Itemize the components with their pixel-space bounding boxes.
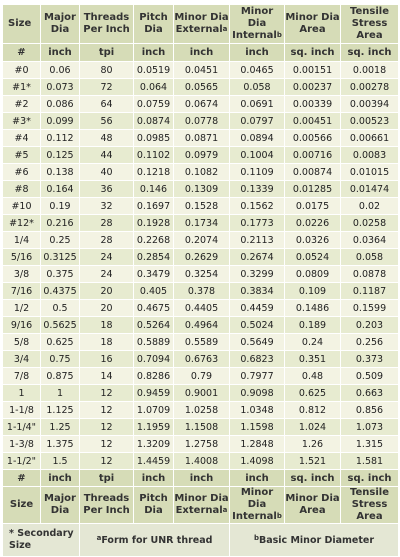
header-row xyxy=(3,5,399,44)
table-row xyxy=(3,79,399,96)
cell-minor-dia-area: 0.189 xyxy=(285,317,341,334)
cell-major-dia: 0.875 xyxy=(41,368,80,385)
header-minor-dia-external: Minor Dia External$^a$ xyxy=(174,487,230,524)
cell-minor-dia-internal: 0.1773 xyxy=(230,215,285,232)
cell-minor-dia-external: 0.1528 xyxy=(174,198,230,215)
table-row xyxy=(3,368,399,385)
table-row xyxy=(3,232,399,249)
table-row xyxy=(3,62,399,79)
cell-minor-dia-area: 0.01285 xyxy=(285,181,341,198)
cell-minor-dia-area: 0.00874 xyxy=(285,164,341,181)
cell-major-dia: 0.086 xyxy=(41,96,80,113)
cell-size: #6 xyxy=(3,164,41,181)
cell-size: 5/8 xyxy=(3,334,41,351)
cell-minor-dia-internal: 1.2848 xyxy=(230,436,285,453)
table-row xyxy=(3,419,399,436)
cell-size: 1/4 xyxy=(3,232,41,249)
cell-minor-dia-external: 0.0674 xyxy=(174,96,230,113)
header-minor-dia-area: Minor Dia Area xyxy=(285,487,341,524)
cell-tensile-stress-area: 0.1599 xyxy=(341,300,399,317)
header-major-dia: Major Dia xyxy=(41,5,80,44)
cell-minor-dia-area: 0.0326 xyxy=(285,232,341,249)
cell-threads-per-inch: 44 xyxy=(80,147,134,164)
cell-minor-dia-external: 0.2629 xyxy=(174,249,230,266)
cell-tensile-stress-area: 1.073 xyxy=(341,419,399,436)
table-row xyxy=(3,334,399,351)
table-body xyxy=(3,62,399,470)
header-minor-dia-internal: Minor Dia Internal$^b$ xyxy=(230,5,285,44)
table-row xyxy=(3,436,399,453)
cell-minor-dia-internal: 0.2113 xyxy=(230,232,285,249)
table-row xyxy=(3,402,399,419)
cell-minor-dia-external: 0.0565 xyxy=(174,79,230,96)
header-tensile-stress-area: Tensile Stress Area xyxy=(341,5,399,44)
cell-threads-per-inch: 16 xyxy=(80,351,134,368)
cell-pitch-dia: 0.146 xyxy=(134,181,174,198)
cell-minor-dia-area: 0.00566 xyxy=(285,130,341,147)
cell-pitch-dia: 0.2268 xyxy=(134,232,174,249)
cell-minor-dia-area: 0.351 xyxy=(285,351,341,368)
cell-pitch-dia: 0.1928 xyxy=(134,215,174,232)
units-row-top xyxy=(3,44,399,62)
cell-minor-dia-internal: 0.1004 xyxy=(230,147,285,164)
units-row-bottom xyxy=(3,470,399,487)
cell-minor-dia-area: 1.26 xyxy=(285,436,341,453)
cell-minor-dia-external: 1.1508 xyxy=(174,419,230,436)
cell-minor-dia-external: 0.2074 xyxy=(174,232,230,249)
cell-pitch-dia: 0.7094 xyxy=(134,351,174,368)
unit-cell: inch xyxy=(134,44,174,62)
cell-minor-dia-external: 0.3254 xyxy=(174,266,230,283)
cell-tensile-stress-area: 0.00661 xyxy=(341,130,399,147)
cell-minor-dia-external: 0.6763 xyxy=(174,351,230,368)
header-tensile-stress-area: Tensile Stress Area xyxy=(341,487,399,524)
cell-threads-per-inch: 28 xyxy=(80,215,134,232)
cell-tensile-stress-area: 0.0018 xyxy=(341,62,399,79)
unit-cell: # xyxy=(3,470,41,487)
table-row xyxy=(3,385,399,402)
cell-minor-dia-internal: 0.1339 xyxy=(230,181,285,198)
cell-minor-dia-external: 0.1309 xyxy=(174,181,230,198)
table-row xyxy=(3,453,399,470)
cell-pitch-dia: 1.0709 xyxy=(134,402,174,419)
cell-pitch-dia: 1.4459 xyxy=(134,453,174,470)
cell-minor-dia-internal: 0.058 xyxy=(230,79,285,96)
header-minor-dia-external: Minor Dia External$^a$ xyxy=(174,5,230,44)
unit-cell: sq. inch xyxy=(341,44,399,62)
cell-tensile-stress-area: 1.315 xyxy=(341,436,399,453)
cell-major-dia: 1 xyxy=(41,385,80,402)
footnote-a: $^a$Form for UNR thread xyxy=(80,524,230,557)
cell-tensile-stress-area: 0.058 xyxy=(341,249,399,266)
cell-tensile-stress-area: 0.0364 xyxy=(341,232,399,249)
cell-pitch-dia: 0.405 xyxy=(134,283,174,300)
cell-threads-per-inch: 12 xyxy=(80,385,134,402)
cell-size: #10 xyxy=(3,198,41,215)
table-row xyxy=(3,266,399,283)
cell-major-dia: 0.5625 xyxy=(41,317,80,334)
header-threads-per-inch: Threads Per Inch xyxy=(80,5,134,44)
header-threads-per-inch: Threads Per Inch xyxy=(80,487,134,524)
table-row xyxy=(3,283,399,300)
cell-minor-dia-external: 0.0979 xyxy=(174,147,230,164)
cell-size: 1-1/4" xyxy=(3,419,41,436)
cell-size: #1* xyxy=(3,79,41,96)
table-row xyxy=(3,317,399,334)
cell-major-dia: 0.112 xyxy=(41,130,80,147)
unit-cell: sq. inch xyxy=(341,470,399,487)
thread-chart xyxy=(2,4,398,557)
cell-size: #0 xyxy=(3,62,41,79)
table-row xyxy=(3,198,399,215)
cell-threads-per-inch: 64 xyxy=(80,96,134,113)
cell-minor-dia-internal: 0.1109 xyxy=(230,164,285,181)
cell-pitch-dia: 0.0759 xyxy=(134,96,174,113)
cell-major-dia: 0.625 xyxy=(41,334,80,351)
cell-size: 3/4 xyxy=(3,351,41,368)
cell-threads-per-inch: 40 xyxy=(80,164,134,181)
cell-minor-dia-area: 0.00237 xyxy=(285,79,341,96)
cell-tensile-stress-area: 0.509 xyxy=(341,368,399,385)
cell-tensile-stress-area: 1.581 xyxy=(341,453,399,470)
cell-threads-per-inch: 32 xyxy=(80,198,134,215)
cell-size: 1-3/8 xyxy=(3,436,41,453)
cell-threads-per-inch: 12 xyxy=(80,402,134,419)
cell-minor-dia-area: 0.48 xyxy=(285,368,341,385)
cell-tensile-stress-area: 0.373 xyxy=(341,351,399,368)
cell-minor-dia-internal: 0.1562 xyxy=(230,198,285,215)
cell-minor-dia-external: 0.4964 xyxy=(174,317,230,334)
cell-pitch-dia: 0.2854 xyxy=(134,249,174,266)
cell-major-dia: 0.138 xyxy=(41,164,80,181)
cell-major-dia: 1.125 xyxy=(41,402,80,419)
cell-tensile-stress-area: 0.856 xyxy=(341,402,399,419)
cell-minor-dia-area: 0.00451 xyxy=(285,113,341,130)
header-minor-dia-internal: Minor Dia Internal$^b$ xyxy=(230,487,285,524)
cell-threads-per-inch: 80 xyxy=(80,62,134,79)
cell-threads-per-inch: 18 xyxy=(80,317,134,334)
cell-minor-dia-external: 0.79 xyxy=(174,368,230,385)
cell-size: 3/8 xyxy=(3,266,41,283)
cell-minor-dia-internal: 0.0797 xyxy=(230,113,285,130)
cell-pitch-dia: 1.3209 xyxy=(134,436,174,453)
cell-minor-dia-area: 0.00151 xyxy=(285,62,341,79)
cell-tensile-stress-area: 0.1187 xyxy=(341,283,399,300)
cell-tensile-stress-area: 0.00278 xyxy=(341,79,399,96)
cell-major-dia: 0.3125 xyxy=(41,249,80,266)
unit-cell: inch xyxy=(174,44,230,62)
cell-tensile-stress-area: 0.01474 xyxy=(341,181,399,198)
unit-cell: tpi xyxy=(80,44,134,62)
cell-minor-dia-internal: 0.0894 xyxy=(230,130,285,147)
cell-size: 1-1/2" xyxy=(3,453,41,470)
cell-threads-per-inch: 48 xyxy=(80,130,134,147)
cell-size: 7/16 xyxy=(3,283,41,300)
cell-size: #3* xyxy=(3,113,41,130)
unit-cell: sq. inch xyxy=(285,44,341,62)
cell-minor-dia-area: 0.1486 xyxy=(285,300,341,317)
cell-major-dia: 0.164 xyxy=(41,181,80,198)
cell-major-dia: 1.375 xyxy=(41,436,80,453)
cell-size: 7/8 xyxy=(3,368,41,385)
cell-pitch-dia: 0.1697 xyxy=(134,198,174,215)
cell-pitch-dia: 0.9459 xyxy=(134,385,174,402)
cell-tensile-stress-area: 0.256 xyxy=(341,334,399,351)
table-row xyxy=(3,351,399,368)
cell-minor-dia-internal: 0.9098 xyxy=(230,385,285,402)
cell-tensile-stress-area: 0.0878 xyxy=(341,266,399,283)
table-row xyxy=(3,249,399,266)
cell-major-dia: 0.125 xyxy=(41,147,80,164)
cell-major-dia: 0.06 xyxy=(41,62,80,79)
cell-pitch-dia: 0.0519 xyxy=(134,62,174,79)
cell-pitch-dia: 0.4675 xyxy=(134,300,174,317)
footnote-b: $^b$Basic Minor Diameter xyxy=(230,524,399,557)
cell-minor-dia-area: 0.24 xyxy=(285,334,341,351)
cell-threads-per-inch: 12 xyxy=(80,453,134,470)
unit-cell: inch xyxy=(230,470,285,487)
cell-minor-dia-external: 1.2758 xyxy=(174,436,230,453)
cell-pitch-dia: 0.8286 xyxy=(134,368,174,385)
cell-pitch-dia: 0.0985 xyxy=(134,130,174,147)
cell-major-dia: 1.5 xyxy=(41,453,80,470)
cell-size: 9/16 xyxy=(3,317,41,334)
cell-major-dia: 0.099 xyxy=(41,113,80,130)
cell-minor-dia-internal: 0.0465 xyxy=(230,62,285,79)
cell-minor-dia-area: 0.625 xyxy=(285,385,341,402)
table-row xyxy=(3,113,399,130)
cell-threads-per-inch: 20 xyxy=(80,300,134,317)
cell-minor-dia-internal: 0.4459 xyxy=(230,300,285,317)
cell-pitch-dia: 0.3479 xyxy=(134,266,174,283)
cell-minor-dia-external: 0.378 xyxy=(174,283,230,300)
header-minor-dia-area: Minor Dia Area xyxy=(285,5,341,44)
cell-minor-dia-area: 0.812 xyxy=(285,402,341,419)
header-pitch-dia: Pitch Dia xyxy=(134,487,174,524)
cell-pitch-dia: 0.5889 xyxy=(134,334,174,351)
cell-size: #4 xyxy=(3,130,41,147)
cell-pitch-dia: 0.1218 xyxy=(134,164,174,181)
table-row xyxy=(3,96,399,113)
cell-minor-dia-external: 0.0451 xyxy=(174,62,230,79)
cell-minor-dia-external: 0.9001 xyxy=(174,385,230,402)
cell-major-dia: 0.375 xyxy=(41,266,80,283)
cell-tensile-stress-area: 0.01015 xyxy=(341,164,399,181)
cell-size: 5/16 xyxy=(3,249,41,266)
cell-minor-dia-area: 1.521 xyxy=(285,453,341,470)
cell-minor-dia-area: 0.00339 xyxy=(285,96,341,113)
unit-cell: sq. inch xyxy=(285,470,341,487)
cell-minor-dia-external: 0.5589 xyxy=(174,334,230,351)
unit-cell: inch xyxy=(134,470,174,487)
cell-size: #2 xyxy=(3,96,41,113)
cell-threads-per-inch: 72 xyxy=(80,79,134,96)
cell-threads-per-inch: 12 xyxy=(80,419,134,436)
cell-major-dia: 0.4375 xyxy=(41,283,80,300)
cell-minor-dia-internal: 0.3834 xyxy=(230,283,285,300)
cell-tensile-stress-area: 0.00394 xyxy=(341,96,399,113)
cell-threads-per-inch: 28 xyxy=(80,232,134,249)
cell-threads-per-inch: 14 xyxy=(80,368,134,385)
cell-minor-dia-external: 0.0871 xyxy=(174,130,230,147)
cell-size: #8 xyxy=(3,181,41,198)
cell-minor-dia-area: 0.0809 xyxy=(285,266,341,283)
secondary-size-note: * Secondary Size xyxy=(3,524,80,557)
cell-tensile-stress-area: 0.663 xyxy=(341,385,399,402)
cell-size: #5 xyxy=(3,147,41,164)
cell-threads-per-inch: 24 xyxy=(80,249,134,266)
cell-threads-per-inch: 24 xyxy=(80,266,134,283)
table-row xyxy=(3,147,399,164)
cell-pitch-dia: 0.1102 xyxy=(134,147,174,164)
cell-minor-dia-internal: 0.0691 xyxy=(230,96,285,113)
footnote-row xyxy=(3,524,399,557)
cell-major-dia: 0.216 xyxy=(41,215,80,232)
cell-tensile-stress-area: 0.00523 xyxy=(341,113,399,130)
cell-size: 1 xyxy=(3,385,41,402)
cell-size: 1/2 xyxy=(3,300,41,317)
table-row xyxy=(3,300,399,317)
cell-minor-dia-area: 0.109 xyxy=(285,283,341,300)
cell-pitch-dia: 0.0874 xyxy=(134,113,174,130)
cell-minor-dia-area: 0.0524 xyxy=(285,249,341,266)
cell-minor-dia-external: 0.0778 xyxy=(174,113,230,130)
unit-cell: inch xyxy=(230,44,285,62)
cell-minor-dia-area: 1.024 xyxy=(285,419,341,436)
cell-tensile-stress-area: 0.0083 xyxy=(341,147,399,164)
cell-threads-per-inch: 20 xyxy=(80,283,134,300)
cell-threads-per-inch: 18 xyxy=(80,334,134,351)
cell-minor-dia-internal: 0.3299 xyxy=(230,266,285,283)
cell-minor-dia-external: 0.1734 xyxy=(174,215,230,232)
cell-minor-dia-internal: 1.1598 xyxy=(230,419,285,436)
cell-tensile-stress-area: 0.203 xyxy=(341,317,399,334)
table-row xyxy=(3,164,399,181)
cell-minor-dia-area: 0.00716 xyxy=(285,147,341,164)
cell-tensile-stress-area: 0.02 xyxy=(341,198,399,215)
unit-cell: tpi xyxy=(80,470,134,487)
cell-major-dia: 1.25 xyxy=(41,419,80,436)
unit-cell: # xyxy=(3,44,41,62)
cell-major-dia: 0.073 xyxy=(41,79,80,96)
cell-major-dia: 0.25 xyxy=(41,232,80,249)
cell-major-dia: 0.75 xyxy=(41,351,80,368)
cell-minor-dia-external: 1.0258 xyxy=(174,402,230,419)
unit-cell: inch xyxy=(41,44,80,62)
cell-minor-dia-external: 1.4008 xyxy=(174,453,230,470)
cell-minor-dia-external: 0.4405 xyxy=(174,300,230,317)
cell-minor-dia-external: 0.1082 xyxy=(174,164,230,181)
cell-pitch-dia: 0.064 xyxy=(134,79,174,96)
cell-tensile-stress-area: 0.0258 xyxy=(341,215,399,232)
cell-minor-dia-area: 0.0226 xyxy=(285,215,341,232)
header-size: Size xyxy=(3,487,41,524)
cell-threads-per-inch: 12 xyxy=(80,436,134,453)
cell-minor-dia-internal: 0.7977 xyxy=(230,368,285,385)
unit-cell: inch xyxy=(41,470,80,487)
cell-pitch-dia: 0.5264 xyxy=(134,317,174,334)
cell-minor-dia-internal: 1.4098 xyxy=(230,453,285,470)
cell-minor-dia-internal: 0.6823 xyxy=(230,351,285,368)
header-major-dia: Major Dia xyxy=(41,487,80,524)
cell-major-dia: 0.5 xyxy=(41,300,80,317)
cell-threads-per-inch: 36 xyxy=(80,181,134,198)
cell-minor-dia-internal: 0.5649 xyxy=(230,334,285,351)
header-size: Size xyxy=(3,5,41,44)
cell-pitch-dia: 1.1959 xyxy=(134,419,174,436)
table-row xyxy=(3,215,399,232)
unc-thread-table xyxy=(2,4,399,557)
unit-cell: inch xyxy=(174,470,230,487)
cell-minor-dia-internal: 0.5024 xyxy=(230,317,285,334)
table-row xyxy=(3,181,399,198)
table-row xyxy=(3,130,399,147)
cell-minor-dia-area: 0.0175 xyxy=(285,198,341,215)
cell-major-dia: 0.19 xyxy=(41,198,80,215)
cell-threads-per-inch: 56 xyxy=(80,113,134,130)
cell-size: #12* xyxy=(3,215,41,232)
header-pitch-dia: Pitch Dia xyxy=(134,5,174,44)
cell-size: 1-1/8 xyxy=(3,402,41,419)
cell-minor-dia-internal: 0.2674 xyxy=(230,249,285,266)
cell-minor-dia-internal: 1.0348 xyxy=(230,402,285,419)
